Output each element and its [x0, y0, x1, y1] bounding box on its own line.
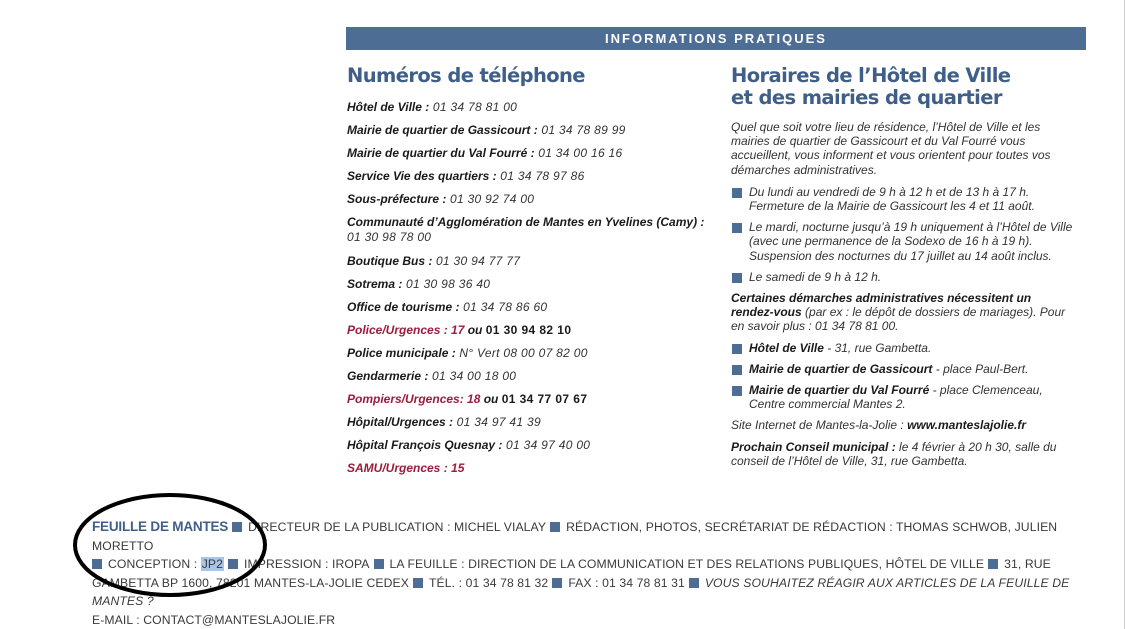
- phone-entry: Hôpital François Quesnay : 01 34 97 40 00: [347, 438, 591, 453]
- hours-intro: Quel que soit votre lieu de résidence, l’Hôtel de Ville et les mairies de quartier de Gassicourt et du Val Fourré vous accueillent, vous informent et vous orientent pour toutes vos démarches administratives.: [731, 120, 1051, 177]
- phone-entry-urgent: Pompiers/Urgences: 18 ou 01 34 77 07 67: [347, 392, 588, 407]
- address-item: Hôtel de Ville - 31, rue Gambetta.: [731, 341, 1076, 355]
- phone-entry: Police municipale : N° Vert 08 00 07 82 00: [347, 345, 588, 360]
- square-bullet-icon: [732, 273, 742, 283]
- address-item: Mairie de quartier du Val Fourré - place Clemenceau, Centre commercial Mantes 2.: [731, 383, 1076, 411]
- conseil-note: Prochain Conseil municipal : le 4 février à 20 h 30, salle du conseil de l’Hôtel de Ville, 31, rue Gambetta.: [731, 439, 1057, 468]
- phone-entry: Office de tourisme : 01 34 78 86 60: [347, 299, 548, 314]
- square-bullet-icon: [689, 578, 699, 588]
- website-link[interactable]: www.manteslajolie.fr: [907, 418, 1027, 433]
- phone-entry: Sotrema : 01 30 98 36 40: [347, 276, 491, 291]
- selected-text-jp2[interactable]: JP2: [201, 557, 224, 571]
- square-bullet-icon: [732, 365, 742, 375]
- hours-item: Le mardi, nocturne jusqu’à 19 h uniquement à l’Hôtel de Ville (avec une permanence de la Sodexo de 16 h à 19 h). Suspension des nocturnes du 17 juillet au 14 août inclus.: [731, 220, 1076, 263]
- square-bullet-icon: [732, 344, 742, 354]
- phone-entry: Mairie de quartier du Val Fourré : 01 34 00 16 16: [347, 146, 623, 161]
- publication-name: FEUILLE DE MANTES: [92, 519, 229, 534]
- phone-entry-urgent: SAMU/Urgences : 15: [347, 461, 465, 476]
- credits-footer: FEUILLE DE MANTES DIRECTEUR DE LA PUBLICATION : MICHEL VIALAY RÉDACTION, PHOTOS, SECRÉTARIAT DE RÉDACTION : THOMAS SCHWOB, JULIEN MORETTO CONCEPTION : JP2 IMPRESSION : IROPA LA FEUILLE : DIRECTION DE LA COMMUNICATION ET DES RELATIONS PUBLIQUES, HÔTEL DE VILLE 31, RUE GAMBETTA BP 1600, 78201 MANTES-LA-JOLIE CEDEX TÉL. : 01 34 78 81 32 FAX : 01 34 78 81 31 VOUS SOUHAITEZ RÉAGIR AUX ARTICLES DE LA FEUILLE DE MANTES ? E-MAIL : CONTACT@MANTESLAJOLIE.FR: [92, 519, 1070, 627]
- hours-item: Du lundi au vendredi de 9 h à 12 h et de 13 h à 17 h. Fermeture de la Mairie de Gassicourt les 4 et 11 août.: [731, 185, 1076, 213]
- phone-entry: Service Vie des quartiers : 01 34 78 97 86: [347, 169, 585, 184]
- hand-drawn-circle-annotation: [72, 492, 268, 598]
- phone-entry: Communauté d’Agglomération de Mantes en Yvelines (Camy) : 01 30 98 78 00: [347, 215, 705, 245]
- phones-heading: Numéros de téléphone: [347, 64, 585, 87]
- phone-list: [347, 100, 717, 485]
- hours-item: Le samedi de 9 h à 12 h.: [731, 270, 1076, 284]
- square-bullet-icon: [550, 522, 560, 532]
- section-banner: INFORMATIONS PRATIQUES: [346, 27, 1086, 50]
- square-bullet-icon: [732, 223, 742, 233]
- phone-entry: Hôpital/Urgences : 01 34 97 41 39: [347, 415, 541, 430]
- address-item: Mairie de quartier de Gassicourt - place Paul-Bert.: [731, 362, 1076, 376]
- phone-entry-urgent: Police/Urgences : 17 ou 01 30 94 82 10: [347, 322, 572, 337]
- phone-entry: Gendarmerie : 01 34 00 18 00: [347, 369, 517, 384]
- hours-heading: Horaires de l’Hôtel de Ville et des mairies de quartier: [731, 64, 1011, 109]
- website-line: Site Internet de Mantes-la-Jolie : www.manteslajolie.fr: [731, 418, 1027, 433]
- phone-entry: Mairie de quartier de Gassicourt : 01 34 78 89 99: [347, 123, 626, 138]
- square-bullet-icon: [732, 188, 742, 198]
- phone-entry: Hôtel de Ville : 01 34 78 81 00: [347, 100, 518, 114]
- square-bullet-icon: [732, 386, 742, 396]
- rdv-note: Certaines démarches administratives nécessitent un rendez-vous (par ex : le dépôt de dossiers de mariages). Pour en savoir plus : 01 34 78 81 00.: [731, 291, 1066, 334]
- phone-entry: Boutique Bus : 01 30 94 77 77: [347, 253, 521, 268]
- square-bullet-icon: [413, 578, 423, 588]
- email-line: E-MAIL : CONTACT@MANTESLAJOLIE.FR: [92, 612, 336, 627]
- phone-entry: Sous-préfecture : 01 30 92 74 00: [347, 192, 535, 207]
- square-bullet-icon: [988, 559, 998, 569]
- square-bullet-icon: [552, 578, 562, 588]
- square-bullet-icon: [374, 559, 384, 569]
- hours-column: [731, 120, 1076, 468]
